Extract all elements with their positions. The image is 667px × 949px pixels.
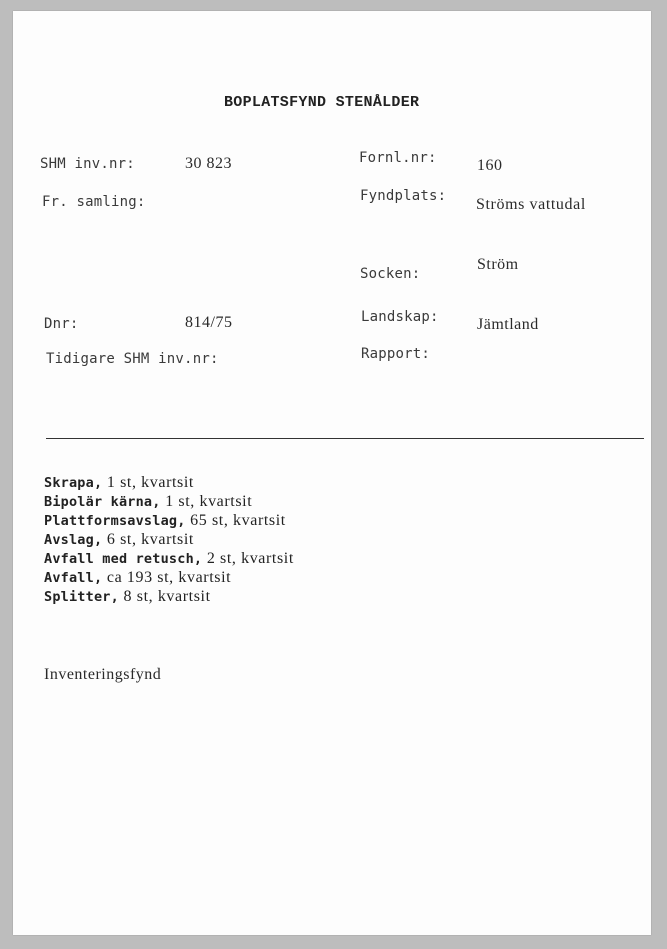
list-item [44,511,294,530]
dnr-value: 814/75 [185,314,233,331]
dnr-label: Dnr: [44,316,79,332]
shm-inv-nr-label: SHM inv.nr: [40,156,135,172]
shm-inv-nr-value: 30 823 [185,155,232,172]
landskap-value: Jämtland [477,316,539,333]
find-detail: ca 193 st, kvartsit [102,569,232,586]
list-item [44,549,294,568]
find-detail: 2 st, kvartsit [202,550,294,567]
find-detail: 1 st, kvartsit [102,474,194,491]
find-name: Avslag, [44,532,103,548]
socken-label: Socken: [360,266,421,282]
fyndplats-value: Ströms vattudal [476,196,586,213]
fr-samling-label: Fr. samling: [42,194,146,210]
socken-value: Ström [477,256,519,273]
find-name: Skrapa, [44,475,103,491]
find-name: Avfall med retusch, [44,551,203,567]
divider-rule [46,438,644,439]
list-item [44,473,294,492]
fyndplats-label: Fyndplats: [360,188,447,204]
rapport-label: Rapport: [361,346,431,362]
card-title: BOPLATSFYND STENÅLDER [224,94,420,111]
list-item [44,568,294,587]
find-detail: 65 st, kvartsit [185,512,286,529]
list-item [44,530,294,549]
index-card [13,11,651,935]
find-name: Plattformsavslag, [44,513,186,529]
find-name: Splitter, [44,589,119,605]
find-detail: 8 st, kvartsit [118,588,211,605]
tidigare-shm-inv-nr-label: Tidigare SHM inv.nr: [46,351,219,367]
note-text: Inventeringsfynd [44,666,162,683]
fornl-nr-value: 160 [477,157,503,174]
find-detail: 6 st, kvartsit [102,531,194,548]
landskap-label: Landskap: [361,309,439,325]
finds-list [44,473,294,606]
list-item [44,492,294,511]
find-name: Bipolär kärna, [44,494,161,510]
find-detail: 1 st, kvartsit [160,493,253,510]
find-name: Avfall, [44,570,103,586]
fornl-nr-label: Fornl.nr: [359,150,437,166]
list-item [44,587,294,606]
